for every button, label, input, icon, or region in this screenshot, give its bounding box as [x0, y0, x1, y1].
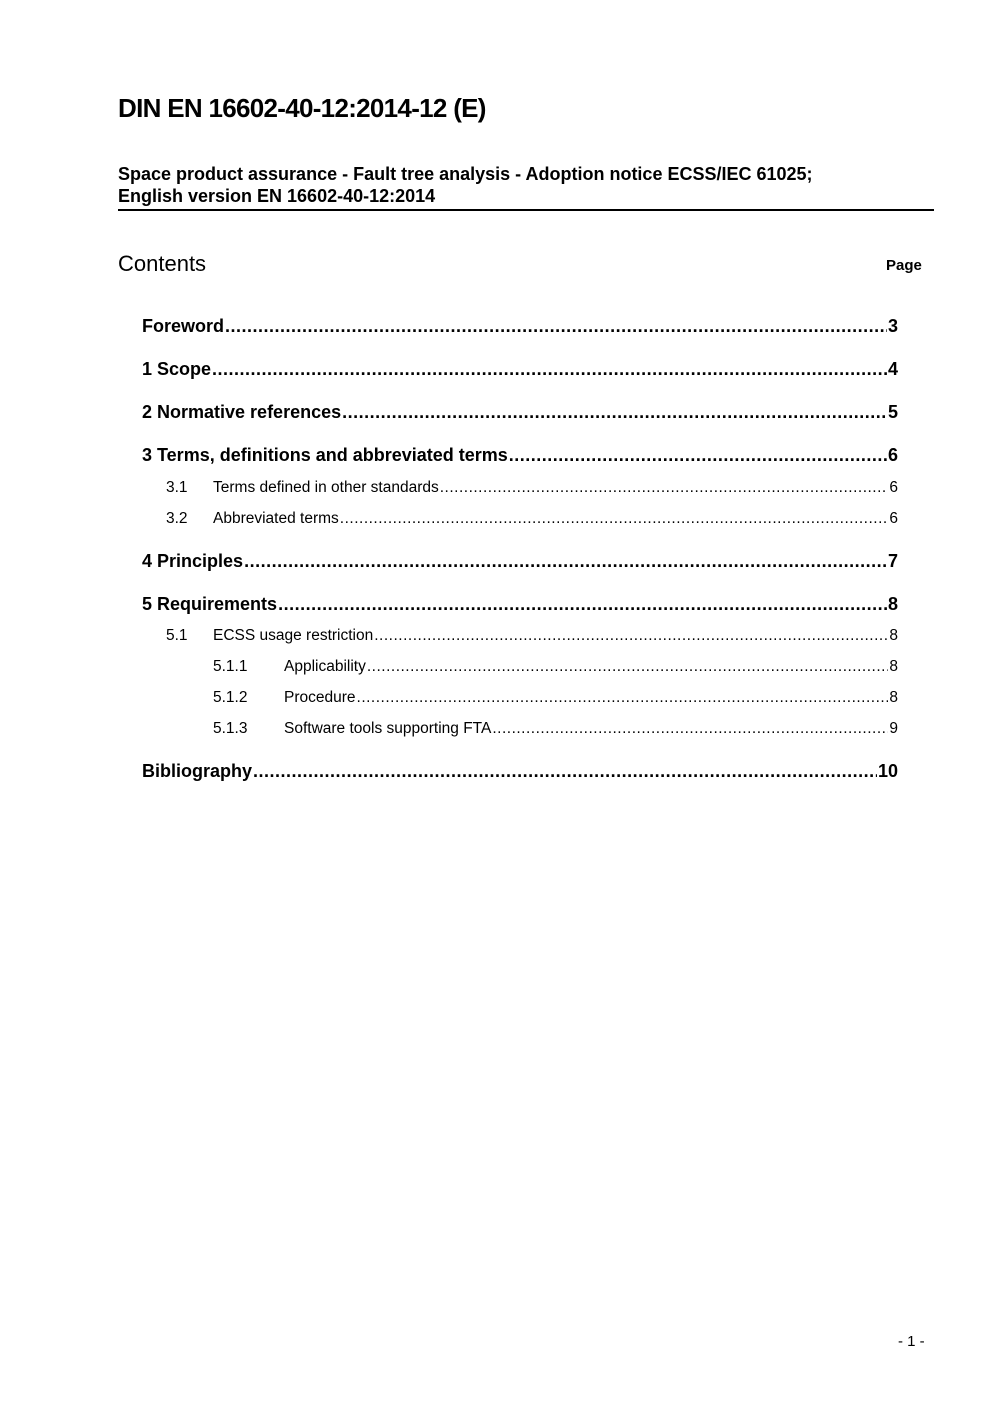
- page-column-label: Page: [886, 257, 922, 274]
- toc-leader: [440, 479, 889, 497]
- toc-number: 5.1: [166, 627, 188, 644]
- toc-number: 3.1: [166, 479, 188, 496]
- toc-page-number: 4: [887, 359, 898, 379]
- toc-entry-ecss-usage-restriction[interactable]: [142, 627, 898, 651]
- toc-entry-foreword[interactable]: [142, 316, 898, 340]
- toc-number: 5.1.1: [213, 658, 248, 675]
- toc-leader: [509, 445, 887, 466]
- toc-title: Applicability: [284, 658, 366, 675]
- toc-title: ECSS usage restriction: [213, 627, 374, 644]
- toc-title: Software tools supporting FTA: [284, 720, 492, 737]
- toc-title: Bibliography: [142, 761, 253, 781]
- toc-leader: [253, 761, 877, 782]
- toc-entry-normative-references[interactable]: [142, 402, 898, 426]
- toc-entry-principles[interactable]: [142, 551, 898, 575]
- toc-page-number: 5: [887, 402, 898, 422]
- toc-number: 5.1.2: [213, 689, 248, 706]
- subtitle-line: Space product assurance - Fault tree analysis - Adoption notice ECSS/IEC 61025;: [118, 164, 813, 184]
- toc-entry-software-tools[interactable]: [142, 720, 898, 744]
- toc-leader: [357, 689, 889, 707]
- toc-page-number: 8: [889, 658, 898, 675]
- toc-leader: [212, 359, 887, 380]
- toc-page-number: 6: [889, 479, 898, 496]
- toc-entry-procedure[interactable]: [142, 689, 898, 713]
- toc-page-number: 6: [889, 510, 898, 527]
- subtitle-line: English version EN 16602-40-12:2014: [118, 186, 436, 206]
- toc-entry-bibliography[interactable]: [142, 761, 898, 785]
- contents-heading: Contents: [118, 251, 207, 276]
- toc-leader: [278, 594, 887, 615]
- toc-title: Principles: [157, 551, 244, 571]
- toc-page-number: 10: [877, 761, 898, 781]
- toc-title: Foreword: [142, 316, 225, 336]
- toc-entry-terms-other-standards[interactable]: [142, 479, 898, 503]
- toc-entry-requirements[interactable]: [142, 594, 898, 618]
- toc-number: 5: [142, 594, 153, 614]
- toc-title: Normative references: [157, 402, 342, 422]
- toc-page-number: 8: [889, 627, 898, 644]
- toc-entry-abbreviated-terms[interactable]: [142, 510, 898, 534]
- toc-title: Scope: [157, 359, 212, 379]
- toc-leader: [225, 316, 887, 337]
- toc-leader: [492, 720, 888, 738]
- toc-title: Terms defined in other standards: [213, 479, 439, 496]
- toc-entry-scope[interactable]: [142, 359, 898, 383]
- toc-leader: [244, 551, 887, 572]
- toc-number: 1: [142, 359, 153, 379]
- toc-page-number: 6: [887, 445, 898, 465]
- toc-title: Abbreviated terms: [213, 510, 339, 527]
- toc-leader: [367, 658, 889, 676]
- toc-title: Procedure: [284, 689, 356, 706]
- toc-leader: [340, 510, 889, 528]
- toc-number: 4: [142, 551, 153, 571]
- toc-number: 3.2: [166, 510, 188, 527]
- toc-number: 5.1.3: [213, 720, 248, 737]
- toc-page-number: 9: [889, 720, 898, 737]
- toc-page-number: 8: [887, 594, 898, 614]
- document-subtitle: [118, 163, 934, 211]
- footer-page-number: - 1 -: [898, 1333, 925, 1350]
- document-id: DIN EN 16602-40-12:2014-12 (E): [118, 93, 486, 123]
- toc-page-number: 7: [887, 551, 898, 571]
- toc-page-number: 3: [887, 316, 898, 336]
- toc-title: Requirements: [157, 594, 278, 614]
- toc-leader: [342, 402, 887, 423]
- toc-entry-applicability[interactable]: [142, 658, 898, 682]
- toc-number: 3: [142, 445, 153, 465]
- toc-entry-terms-definitions[interactable]: [142, 445, 898, 469]
- toc-leader: [374, 627, 888, 645]
- toc-number: 2: [142, 402, 153, 422]
- toc-title: Terms, definitions and abbreviated terms: [157, 445, 508, 465]
- toc-page-number: 8: [889, 689, 898, 706]
